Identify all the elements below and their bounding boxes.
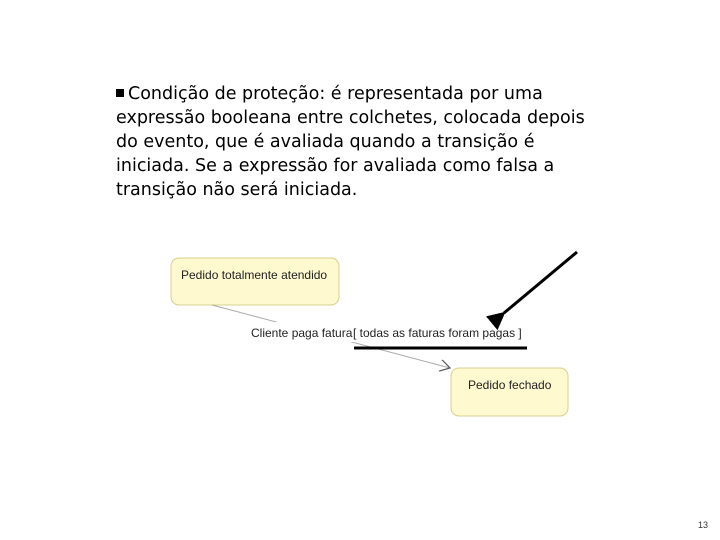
transition-event-label: Cliente paga fatura [251, 326, 353, 340]
state-pedido-fechado [451, 368, 568, 416]
pointer-arrow [504, 252, 577, 313]
state-target-label: Pedido fechado [468, 378, 552, 392]
page-number: 13 [697, 520, 708, 530]
guard-condition-label: [ todas as faturas foram pagas ] [353, 326, 522, 340]
state-source-label: Pedido totalmente atendido [181, 268, 328, 282]
bullet-text: Condição de proteção: é representada por uma expressão booleana entre colchetes, colocada depois do evento, que é avaliada quando a transição é iniciada. Se a expressão for avaliada como falsa a transição não será iniciada. [116, 84, 585, 200]
